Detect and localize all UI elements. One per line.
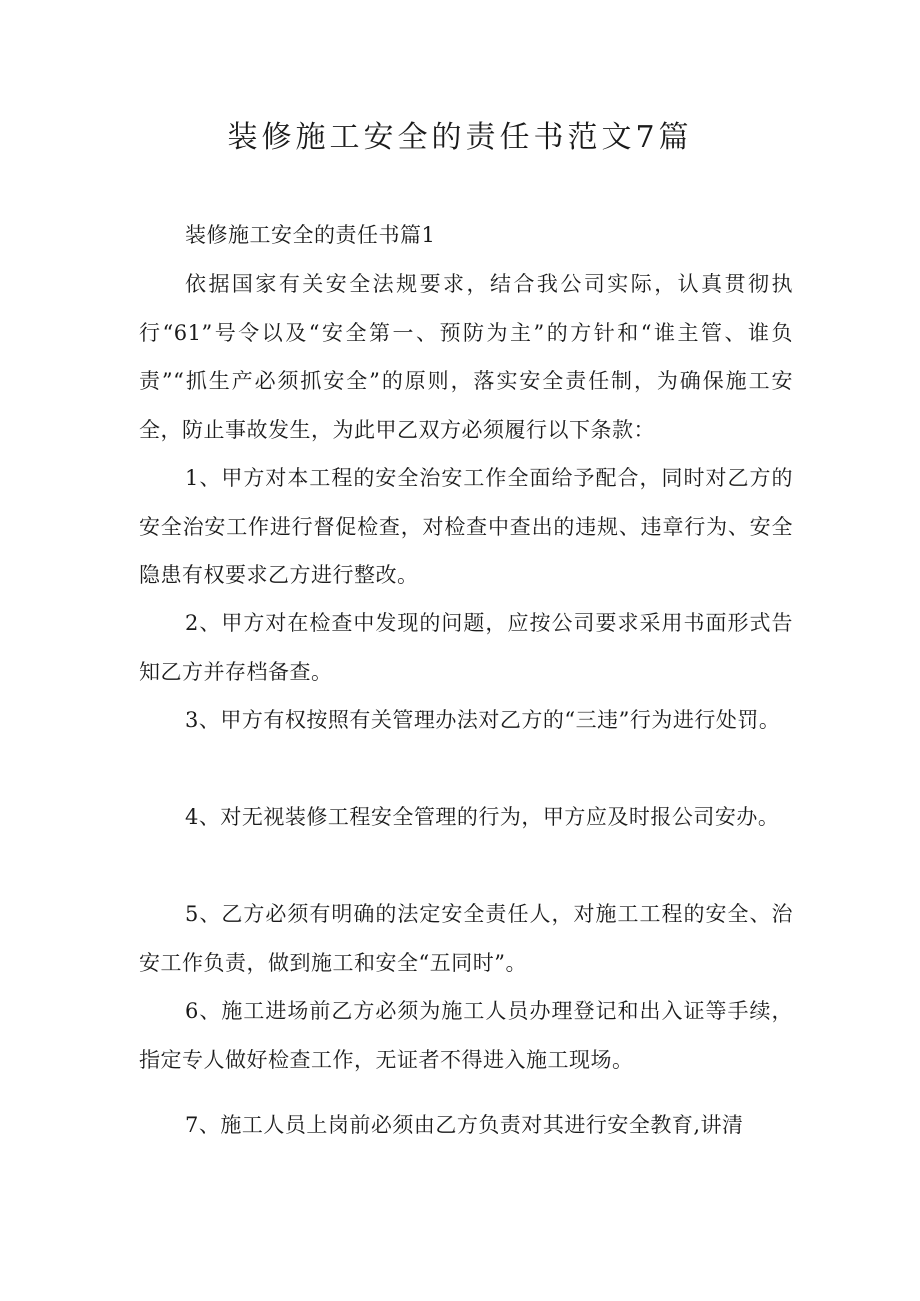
clause-paragraph: 4、对无视装修工程安全管理的行为，甲方应及时报公司安办。 xyxy=(185,805,780,829)
clause-paragraph: 2、甲方对在检查中发现的问题，应按公司要求采用书面形式告知乙方并存档备查。 xyxy=(139,611,793,684)
document-title: 装修施工安全的责任书范文7篇 xyxy=(227,120,693,155)
clause-paragraph: 5、乙方必须有明确的法定安全责任人，对施工工程的安全、治安工作负责，做到施工和安全“五同时”。 xyxy=(139,902,793,975)
clause-paragraph: 1、甲方对本工程的安全治安工作全面给予配合，同时对乙方的安全治安工作进行督促检查，对检查中查出的违规、违章行为、安全隐患有权要求乙方进行整改。 xyxy=(139,466,793,587)
clause-paragraph: 3、甲方有权按照有关管理办法对乙方的“三违”行为进行处罚。 xyxy=(185,708,781,732)
clause-paragraph: 6、施工进场前乙方必须为施工人员办理登记和出入证等手续，指定专人做好检查工作，无证者不得进入施工现场。 xyxy=(139,999,793,1072)
section-heading: 装修施工安全的责任书篇1 xyxy=(185,223,436,247)
intro-paragraph: 依据国家有关安全法规要求，结合我公司实际，认真贯彻执行“61”号令以及“安全第一、预防为主”的方针和“谁主管、谁负责”“抓生产必须抓安全”的原则，落实安全责任制，为确保施工安全，防止事故发生，为此甲乙双方必须履行以下条款： xyxy=(139,272,793,442)
clause-paragraph: 7、施工人员上岗前必须由乙方负责对其进行安全教育,讲清 xyxy=(185,1113,744,1137)
